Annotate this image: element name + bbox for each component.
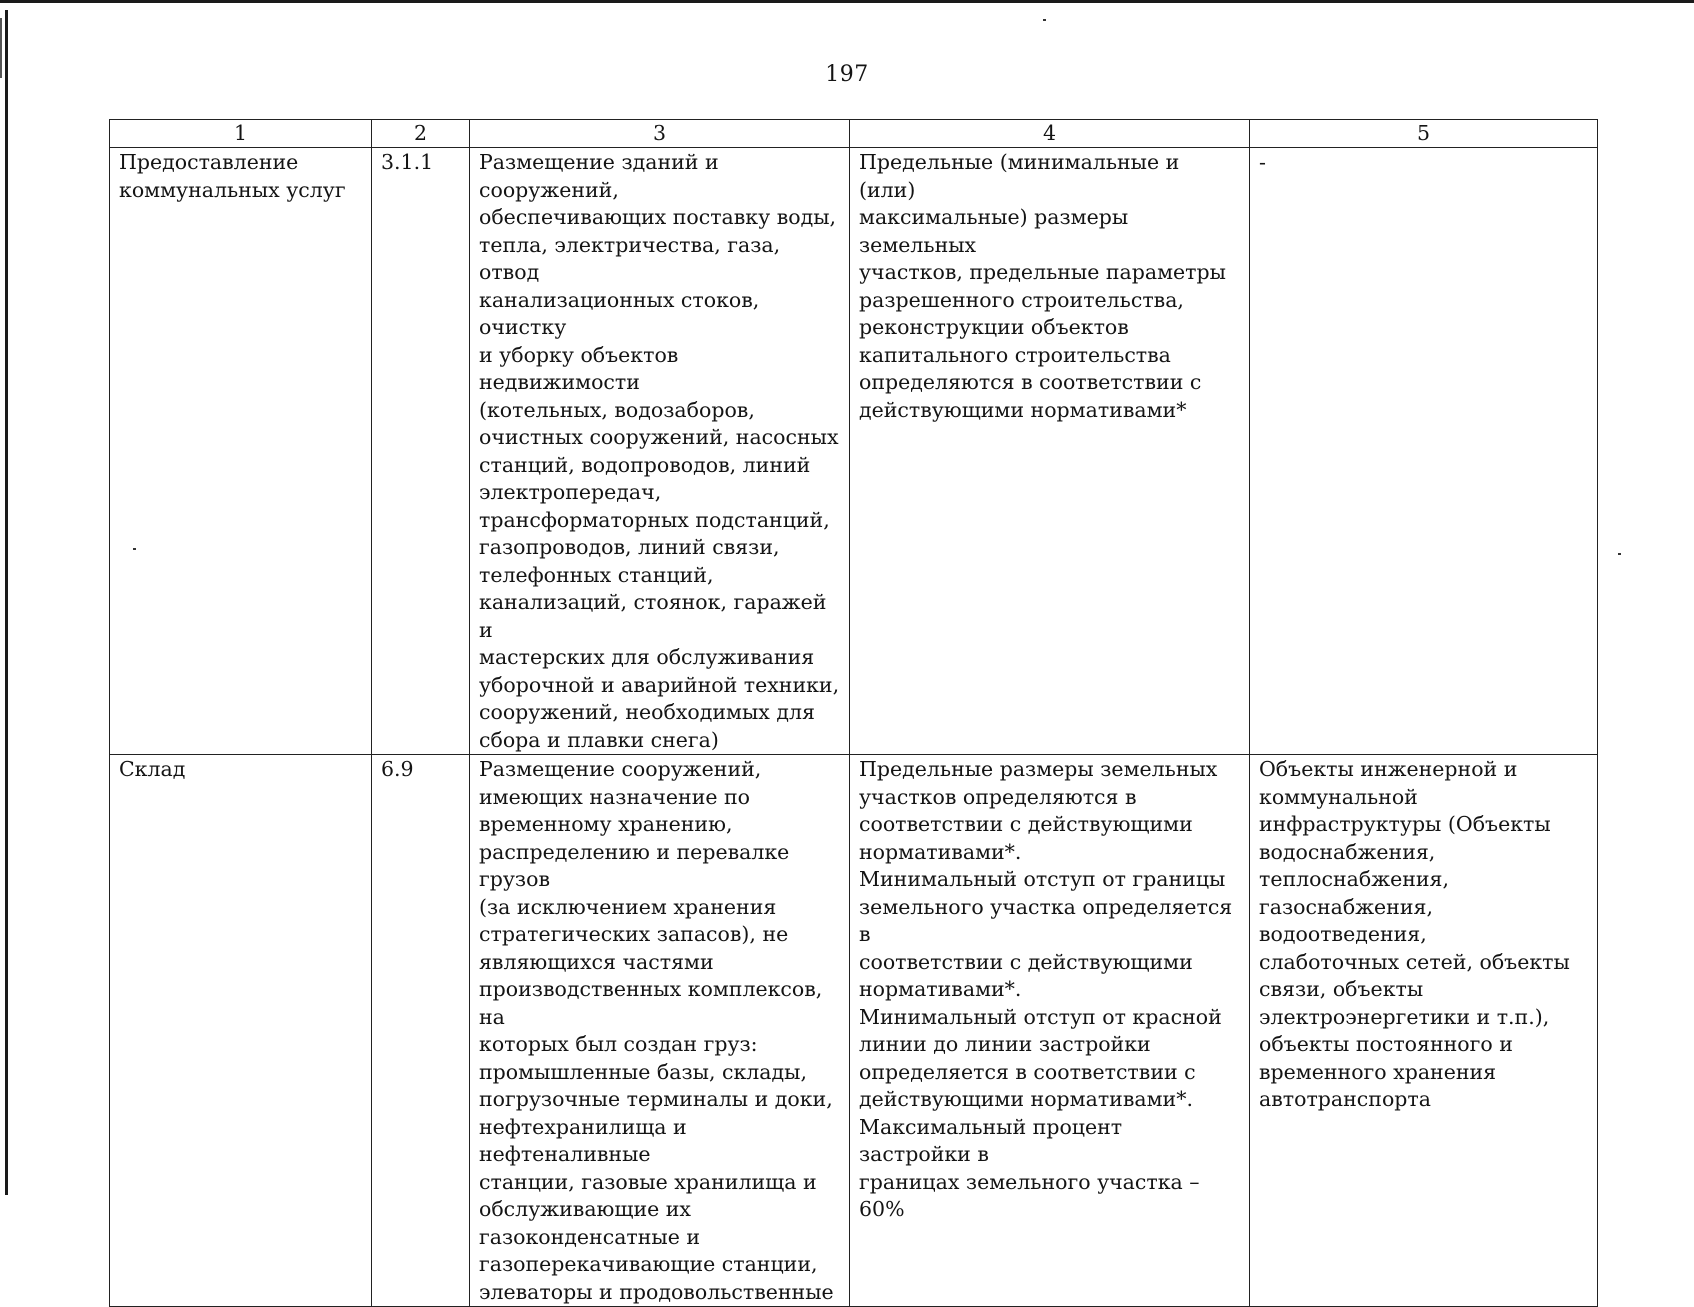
table-row — [110, 148, 1598, 755]
zoning-table — [109, 119, 1598, 1307]
land-use-description: Размещение сооружений, имеющих назначение по временному хранению, распределению и перевалке грузов (за исключением хранения стратегических запасов), не являющихся частями производственных комплексов, на которых был создан груз: промышленные базы, склады, погрузочные терминалы и доки, нефтехранилища и нефтеналивные станции, газовые хранилища и обслуживающие их газоконденсатные и газоперекачивающие станции, элеваторы и продовольственные — [470, 755, 850, 1307]
column-number-3: 3 — [470, 120, 850, 148]
table-row — [110, 755, 1598, 1307]
land-use-name: Склад — [110, 755, 372, 1307]
land-use-name: Предоставление коммунальных услуг — [110, 148, 372, 755]
table-header-row — [110, 120, 1598, 148]
auxiliary-uses: - — [1250, 148, 1598, 755]
scan-speck — [1618, 553, 1621, 555]
land-use-code: 3.1.1 — [372, 148, 470, 755]
auxiliary-uses: Объекты инженерной и коммунальной инфраструктуры (Объекты водоснабжения, теплоснабжения, газоснабжения, водоотведения, слаботочных сетей, объекты связи, объекты электроэнергетики и т.п.), объекты постоянного и временного хранения автотранспорта — [1250, 755, 1598, 1307]
column-number-2: 2 — [372, 120, 470, 148]
land-use-code: 6.9 — [372, 755, 470, 1307]
page-number: 197 — [825, 62, 869, 87]
construction-parameters: Предельные (минимальные и (или) максимальные) размеры земельных участков, предельные параметры разрешенного строительства, реконструкции объектов капитального строительства определяются в соответствии с действующими нормативами* — [850, 148, 1250, 755]
scan-edge-left — [5, 10, 8, 1195]
scan-speck — [1043, 19, 1046, 21]
scan-edge-top — [0, 0, 1694, 3]
construction-parameters: Предельные размеры земельных участков определяются в соответствии с действующими нормативами*. Минимальный отступ от границы земельного участка определяется в соответствии с действующими нормативами*. Минимальный отступ от красной линии до линии застройки определяется в соответствии с действующими нормативами*. Максимальный процент застройки в границах земельного участка – 60% — [850, 755, 1250, 1307]
land-use-description: Размещение зданий и сооружений, обеспечивающих поставку воды, тепла, электричества, газа, отвод канализационных стоков, очистку и уборку объектов недвижимости (котельных, водозаборов, очистных сооружений, насосных станций, водопроводов, линий электропередач, трансформаторных подстанций, газопроводов, линий связи, телефонных станций, канализаций, стоянок, гаражей и мастерских для обслуживания уборочной и аварийной техники, сооружений, необходимых для сбора и плавки снега) — [470, 148, 850, 755]
column-number-1: 1 — [110, 120, 372, 148]
column-number-5: 5 — [1250, 120, 1598, 148]
column-number-4: 4 — [850, 120, 1250, 148]
